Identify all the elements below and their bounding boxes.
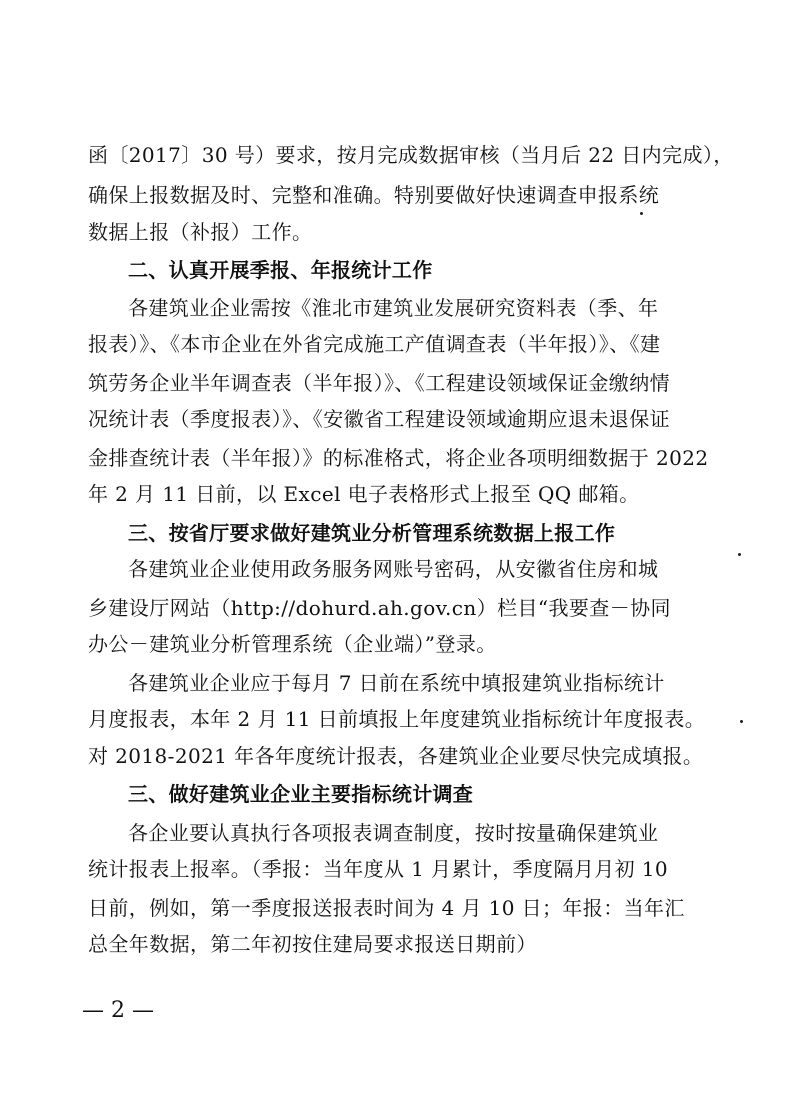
body-line-17: 对 2018-2021 年各年度统计报表，各建筑业企业要尽快完成填报。: [88, 744, 704, 768]
section-heading-3b: 三、做好建筑业企业主要指标统计调查: [128, 782, 474, 806]
body-line-12: 各建筑业企业使用政务服务网账号密码，从安徽省住房和城: [128, 557, 659, 581]
body-line-20: 统计报表上报率。（季报：当年度从 1 月累计，季度隔月月初 10: [88, 857, 669, 881]
body-line-22: 总全年数据，第二年初按住建局要求报送日期前）: [88, 932, 537, 956]
body-line-10: 年 2 月 11 日前，以 Excel 电子表格形式上报至 QQ 邮箱。: [88, 482, 640, 506]
body-line-5: 各建筑业企业需按《淮北市建筑业发展研究资料表（季、年: [128, 296, 659, 320]
body-line-19: 各企业要认真执行各项报表调查制度，按时按量确保建筑业: [128, 821, 659, 845]
body-line-16: 月度报表，本年 2 月 11 日前填报上年度建筑业指标统计年度报表。: [88, 707, 706, 731]
body-line-14: 办公－建筑业分析管理系统（企业端）”登录。: [88, 632, 497, 656]
body-line-8: 况统计表（季度报表）》、《安徽省工程建设领域逾期应退未退保证: [88, 407, 670, 431]
body-line-3: 数据上报（补报）工作。: [88, 220, 313, 244]
body-line-6: 报表）》、《本市企业在外省完成施工产值调查表（半年报）》、《建: [88, 332, 661, 356]
body-line-15: 各建筑业企业应于每月 7 日前在系统中填报建筑业指标统计: [128, 671, 665, 695]
body-line-1: 函〔2017〕30 号）要求，按月完成数据审核（当月后 22 日内完成），: [88, 143, 734, 167]
body-line-9: 金排查统计表（半年报）》的标准格式，将企业各项明细数据于 2022: [88, 446, 709, 470]
body-line-21: 日前，例如，第一季度报送报表时间为 4 月 10 日；年报：当年汇: [88, 896, 685, 920]
body-line-13: 乡建设厅网站（http://dohurd.ah.gov.cn）栏目“我要查－协同: [88, 596, 671, 620]
scan-speck: [640, 212, 643, 215]
scan-speck: [740, 720, 743, 723]
section-heading-2: 二、认真开展季报、年报统计工作: [128, 258, 433, 282]
section-heading-3a: 三、按省厅要求做好建筑业分析管理系统数据上报工作: [128, 521, 616, 545]
scan-speck: [738, 553, 741, 556]
page-number: — 2 —: [82, 998, 154, 1023]
body-line-2: 确保上报数据及时、完整和准确。特别要做好快速调查申报系统: [88, 183, 660, 207]
body-line-7: 筑劳务企业半年调查表（半年报）》、《工程建设领域保证金缴纳情: [88, 371, 670, 395]
